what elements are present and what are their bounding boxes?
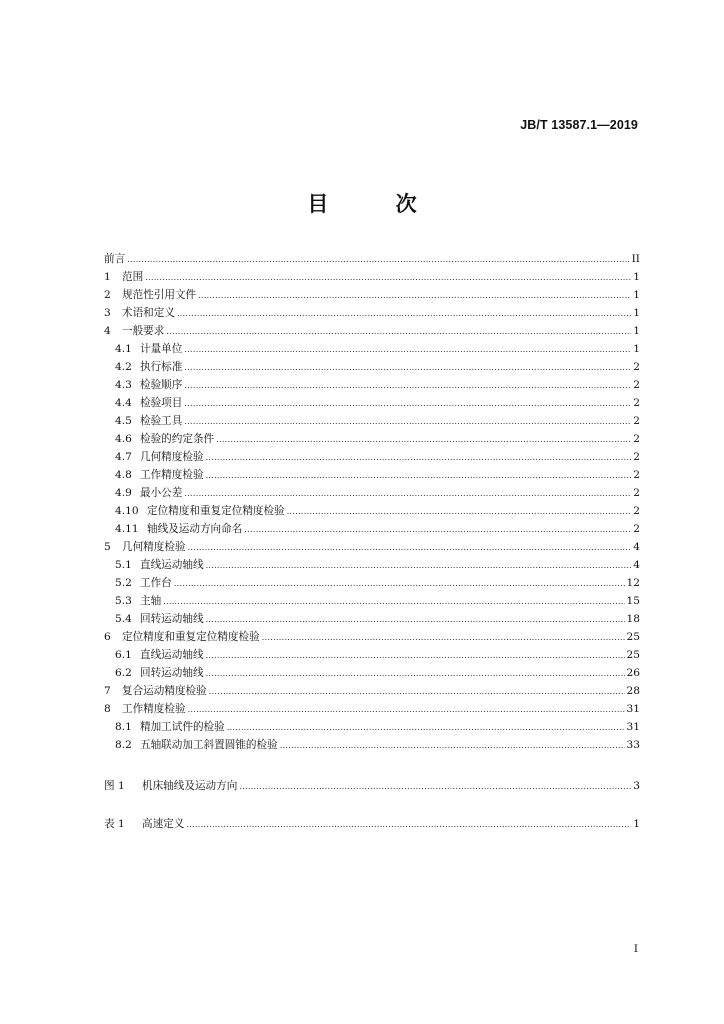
dot-leader bbox=[145, 269, 631, 287]
entry-page: 2 bbox=[633, 433, 640, 445]
entry-page: 15 bbox=[626, 595, 640, 607]
entry-title: 几何精度检验 bbox=[122, 541, 186, 553]
entry-page: 4 bbox=[633, 541, 640, 553]
entry-page: 2 bbox=[633, 469, 640, 481]
dot-leader bbox=[184, 413, 631, 431]
dot-leader bbox=[177, 305, 631, 323]
entry-page: 2 bbox=[633, 487, 640, 499]
dot-leader bbox=[206, 665, 625, 683]
entry-title: 工作精度检验 bbox=[122, 703, 186, 715]
entry-page: 2 bbox=[633, 361, 640, 373]
dot-leader bbox=[239, 778, 631, 796]
entry-title: 主轴 bbox=[140, 595, 162, 607]
entry-title: 定位精度和重复定位精度检验 bbox=[147, 505, 285, 517]
dot-leader bbox=[184, 485, 631, 503]
entry-number: 4.7 bbox=[115, 451, 132, 463]
entry-page: 2 bbox=[633, 379, 640, 391]
entry-title: 规范性引用文件 bbox=[122, 289, 197, 301]
entry-page: 1 bbox=[633, 289, 640, 301]
entry-page: II bbox=[631, 253, 640, 265]
entry-page: 26 bbox=[626, 667, 640, 679]
entry-page: 18 bbox=[626, 613, 640, 625]
entry-number: 4.10 bbox=[115, 505, 139, 517]
entry-title: 检验的约定条件 bbox=[140, 433, 215, 445]
toc-entry[interactable] bbox=[104, 736, 640, 754]
entry-number: 2 bbox=[104, 289, 111, 301]
entry-page: 2 bbox=[633, 397, 640, 409]
entry-page: 1 bbox=[633, 307, 640, 319]
entry-number: 6.1 bbox=[115, 649, 132, 661]
toc-entry[interactable] bbox=[104, 268, 640, 286]
dot-leader bbox=[206, 467, 632, 485]
toc-entry[interactable] bbox=[104, 394, 640, 412]
standard-code: JB/T 13587.1—2019 bbox=[520, 118, 638, 132]
figure-entry[interactable] bbox=[104, 777, 640, 795]
dot-leader bbox=[198, 287, 631, 305]
dot-leader bbox=[163, 593, 624, 611]
entry-page: 31 bbox=[626, 703, 640, 715]
dot-leader bbox=[216, 431, 631, 449]
entry-page: 3 bbox=[633, 780, 640, 792]
entry-page: 1 bbox=[633, 271, 640, 283]
toc-entry[interactable] bbox=[104, 538, 640, 556]
dot-leader bbox=[184, 359, 631, 377]
entry-number: 4.2 bbox=[115, 361, 132, 373]
entry-number: 4.3 bbox=[115, 379, 132, 391]
entry-number: 4.8 bbox=[115, 469, 132, 481]
entry-title: 精加工试件的检验 bbox=[140, 721, 225, 733]
dot-leader bbox=[262, 629, 625, 647]
entry-page: 4 bbox=[633, 559, 640, 571]
toc-figure-list bbox=[104, 777, 640, 795]
entry-title: 计量单位 bbox=[140, 343, 183, 355]
entry-title: 工作精度检验 bbox=[140, 469, 204, 481]
toc-entry[interactable] bbox=[104, 286, 640, 304]
entry-number: 4 bbox=[104, 325, 111, 337]
entry-page: 33 bbox=[626, 739, 640, 751]
entry-title: 回转运动轴线 bbox=[140, 613, 204, 625]
entry-title: 高速定义 bbox=[142, 818, 185, 830]
toc-entry[interactable] bbox=[104, 376, 640, 394]
dot-leader bbox=[174, 575, 625, 593]
toc-entry[interactable] bbox=[104, 574, 640, 592]
toc-entry[interactable] bbox=[104, 610, 640, 628]
entry-title: 直线运动轴线 bbox=[140, 649, 204, 661]
entry-page: 12 bbox=[626, 577, 640, 589]
toc-entry[interactable] bbox=[104, 520, 640, 538]
entry-number: 5.3 bbox=[115, 595, 132, 607]
entry-number: 4.1 bbox=[115, 343, 132, 355]
toc-entry[interactable] bbox=[104, 718, 640, 736]
entry-title: 定位精度和重复定位精度检验 bbox=[122, 631, 260, 643]
toc-entry[interactable] bbox=[104, 502, 640, 520]
entry-number: 5.1 bbox=[115, 559, 132, 571]
toc-entry[interactable] bbox=[104, 466, 640, 484]
entry-number: 4.11 bbox=[115, 523, 139, 535]
dot-leader bbox=[166, 323, 631, 341]
entry-title: 工作台 bbox=[140, 577, 172, 589]
entry-number: 表 1 bbox=[104, 818, 125, 830]
entry-title: 几何精度检验 bbox=[140, 451, 204, 463]
entry-number: 5 bbox=[104, 541, 111, 553]
entry-number: 图 1 bbox=[104, 780, 125, 792]
page-title: 目 次 bbox=[307, 191, 447, 216]
entry-title: 范围 bbox=[122, 271, 144, 283]
entry-page: 2 bbox=[633, 451, 640, 463]
entry-title: 检验工具 bbox=[140, 415, 183, 427]
dot-leader bbox=[227, 719, 625, 737]
entry-page: 31 bbox=[626, 721, 640, 733]
toc-entry[interactable] bbox=[104, 358, 640, 376]
entry-title: 检验顺序 bbox=[140, 379, 183, 391]
entry-number: 4.6 bbox=[115, 433, 132, 445]
toc-entry[interactable] bbox=[104, 448, 640, 466]
entry-page: 2 bbox=[633, 505, 640, 517]
dot-leader bbox=[206, 647, 625, 665]
dot-leader bbox=[186, 816, 631, 834]
toc-entry[interactable] bbox=[104, 412, 640, 430]
entry-number: 7 bbox=[104, 685, 111, 697]
entry-number: 6.2 bbox=[115, 667, 132, 679]
entry-title: 前言 bbox=[104, 253, 126, 265]
entry-title: 复合运动精度检验 bbox=[122, 685, 207, 697]
toc-entry[interactable] bbox=[104, 556, 640, 574]
entry-number: 3 bbox=[104, 307, 111, 319]
entry-number: 8 bbox=[104, 703, 111, 715]
entry-number: 8.2 bbox=[115, 739, 132, 751]
entry-number: 5.2 bbox=[115, 577, 132, 589]
entry-number: 1 bbox=[104, 271, 111, 283]
entry-number: 6 bbox=[104, 631, 111, 643]
toc-entry[interactable] bbox=[104, 700, 640, 718]
toc-entry[interactable] bbox=[104, 592, 640, 610]
toc-entry[interactable] bbox=[104, 646, 640, 664]
dot-leader bbox=[280, 737, 625, 755]
toc-table-list bbox=[104, 815, 640, 833]
dot-leader bbox=[184, 377, 631, 395]
entry-page: 1 bbox=[633, 818, 640, 830]
entry-title: 直线运动轴线 bbox=[140, 559, 204, 571]
entry-title: 检验项目 bbox=[140, 397, 183, 409]
entry-number: 4.5 bbox=[115, 415, 132, 427]
entry-page: 2 bbox=[633, 523, 640, 535]
entry-number: 4.9 bbox=[115, 487, 132, 499]
entry-page: 1 bbox=[633, 343, 640, 355]
entry-title: 一般要求 bbox=[122, 325, 165, 337]
toc-entry[interactable] bbox=[104, 430, 640, 448]
toc-entry[interactable] bbox=[104, 250, 640, 268]
toc-entry[interactable] bbox=[104, 484, 640, 502]
entry-title: 最小公差 bbox=[140, 487, 183, 499]
toc-entry[interactable] bbox=[104, 682, 640, 700]
entry-title: 术语和定义 bbox=[122, 307, 175, 319]
page-number: I bbox=[633, 943, 638, 955]
entry-title: 五轴联动加工斜置圆锥的检验 bbox=[140, 739, 278, 751]
entry-page: 1 bbox=[633, 325, 640, 337]
toc-entry[interactable] bbox=[104, 304, 640, 322]
dot-leader bbox=[209, 683, 625, 701]
entry-page: 2 bbox=[633, 415, 640, 427]
table-of-contents bbox=[104, 250, 640, 833]
toc-main-list bbox=[104, 250, 640, 754]
table-entry[interactable] bbox=[104, 815, 640, 833]
entry-number: 8.1 bbox=[115, 721, 132, 733]
dot-leader bbox=[188, 539, 632, 557]
entry-page: 25 bbox=[626, 649, 640, 661]
entry-page: 28 bbox=[626, 685, 640, 697]
dot-leader bbox=[127, 251, 629, 269]
entry-title: 轴线及运动方向命名 bbox=[147, 523, 243, 535]
entry-title: 执行标准 bbox=[140, 361, 183, 373]
dot-leader bbox=[206, 557, 632, 575]
entry-number: 5.4 bbox=[115, 613, 132, 625]
dot-leader bbox=[206, 449, 632, 467]
entry-title: 回转运动轴线 bbox=[140, 667, 204, 679]
dot-leader bbox=[184, 395, 631, 413]
entry-page: 25 bbox=[626, 631, 640, 643]
dot-leader bbox=[287, 503, 632, 521]
dot-leader bbox=[206, 611, 625, 629]
dot-leader bbox=[244, 521, 631, 539]
toc-entry[interactable] bbox=[104, 340, 640, 358]
toc-entry[interactable] bbox=[104, 664, 640, 682]
entry-title: 机床轴线及运动方向 bbox=[142, 780, 238, 792]
dot-leader bbox=[188, 701, 625, 719]
toc-entry[interactable] bbox=[104, 322, 640, 340]
dot-leader bbox=[184, 341, 631, 359]
entry-number: 4.4 bbox=[115, 397, 132, 409]
toc-entry[interactable] bbox=[104, 628, 640, 646]
